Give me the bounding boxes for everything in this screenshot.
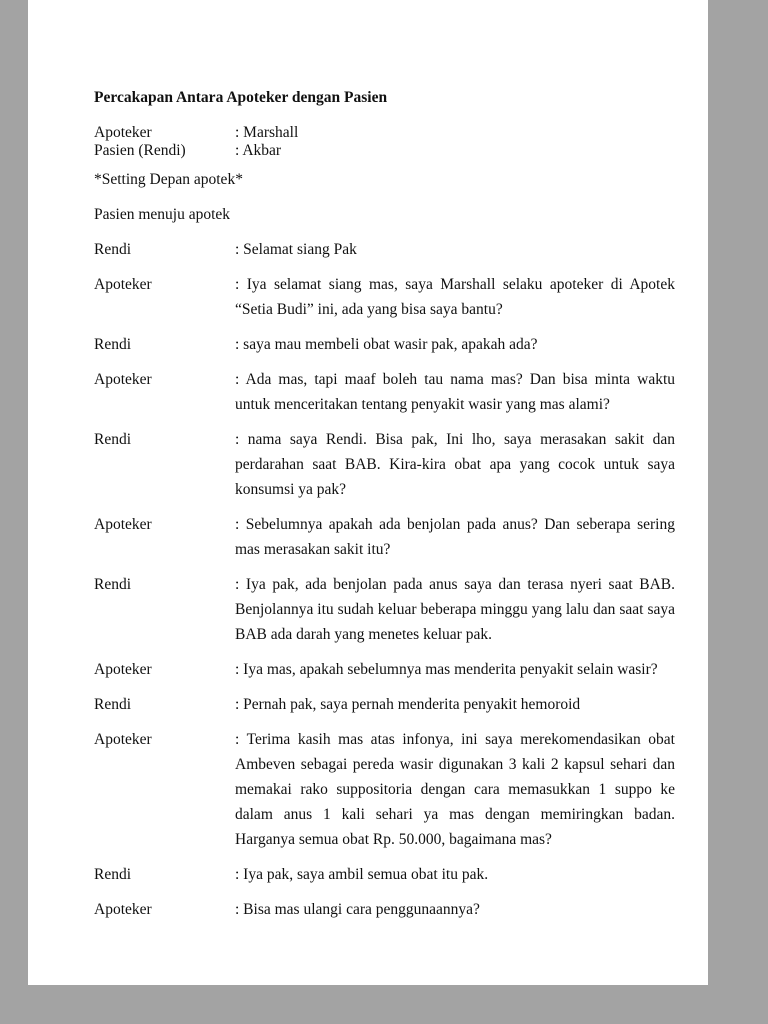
- dialogue-text: : Bisa mas ulangi cara penggunaannya?: [235, 901, 480, 918]
- dialogue-speaker: Apoteker: [94, 516, 152, 533]
- cast-role: Pasien (Rendi): [94, 141, 186, 159]
- dialogue-speaker: Rendi: [94, 696, 132, 713]
- dialogue-row: [94, 727, 675, 852]
- dialogue-text: : Iya pak, ada benjolan pada anus saya dan terasa nyeri saat BAB. Benjolannya itu sudah keluar beberapa minggu yang lalu dan saat saya BAB ada darah yang menetes keluar pak.: [235, 576, 675, 643]
- dialogue-text: : Pernah pak, saya pernah menderita penyakit hemoroid: [235, 696, 581, 713]
- page-title: Percakapan Antara Apoteker dengan Pasien: [94, 89, 388, 106]
- dialogue-row: [94, 427, 675, 502]
- dialogue-speaker: Apoteker: [94, 371, 152, 388]
- narration-line: Pasien menuju apotek: [94, 206, 231, 223]
- dialogue-row: [94, 237, 675, 262]
- dialogue-row: [94, 572, 675, 647]
- dialogue-speaker: Apoteker: [94, 901, 152, 918]
- dialogue-speaker: Apoteker: [94, 276, 152, 293]
- dialogue-row: [94, 367, 675, 417]
- cast-name: : Akbar: [235, 141, 282, 159]
- dialogue-row: [94, 692, 675, 717]
- dialogue-row: [94, 332, 675, 357]
- dialogue-text: : Selamat siang Pak: [235, 241, 357, 258]
- cast-name: : Marshall: [235, 124, 299, 141]
- dialogue-text: : Iya mas, apakah sebelumnya mas menderita penyakit selain wasir?: [235, 661, 658, 678]
- dialogue-speaker: Rendi: [94, 336, 132, 353]
- dialogue-speaker: Rendi: [94, 241, 132, 258]
- dialogue-row: [94, 897, 675, 922]
- cast-row: [94, 142, 675, 160]
- dialogue-row: [94, 512, 675, 562]
- dialogue-text: : Terima kasih mas atas infonya, ini saya merekomendasikan obat Ambeven sebagai pereda wasir digunakan 3 kali 2 kapsul sehari dan memakai rako suppositoria dengan cara memasukkan 1 suppo ke dalam anus 1 kali sehari ya mas dengan memiringkan badan. Harganya semua obat Rp. 50.000, bagaimana mas?: [235, 731, 675, 848]
- dialogue-text: : Iya selamat siang mas, saya Marshall selaku apoteker di Apotek “Setia Budi” ini, ada yang bisa saya bantu?: [235, 276, 675, 318]
- cast-list: [94, 124, 675, 159]
- dialogue-text: : saya mau membeli obat wasir pak, apakah ada?: [235, 336, 538, 353]
- dialogue-speaker: Rendi: [94, 431, 132, 448]
- dialogue-row: [94, 272, 675, 322]
- setting-line: *Setting Depan apotek*: [94, 171, 243, 188]
- dialogue-row: [94, 862, 675, 887]
- dialogue-text: : Iya pak, saya ambil semua obat itu pak.: [235, 866, 489, 883]
- dialogue-text: : Sebelumnya apakah ada benjolan pada anus? Dan seberapa sering mas merasakan sakit itu?: [235, 516, 675, 558]
- dialogue-list: [94, 237, 675, 922]
- dialogue-speaker: Apoteker: [94, 661, 152, 678]
- dialogue-speaker: Rendi: [94, 866, 132, 883]
- dialogue-row: [94, 657, 675, 682]
- dialogue-speaker: Rendi: [94, 576, 132, 593]
- cast-role: Apoteker: [94, 124, 152, 141]
- cast-row: [94, 124, 675, 142]
- document-page: [28, 0, 708, 985]
- dialogue-text: : nama saya Rendi. Bisa pak, Ini lho, saya merasakan sakit dan perdarahan saat BAB. Kira-kira obat apa yang cocok untuk saya konsumsi ya pak?: [235, 431, 675, 498]
- dialogue-speaker: Apoteker: [94, 731, 152, 748]
- dialogue-text: : Ada mas, tapi maaf boleh tau nama mas? Dan bisa minta waktu untuk menceritakan tentang penyakit wasir yang mas alami?: [235, 371, 675, 413]
